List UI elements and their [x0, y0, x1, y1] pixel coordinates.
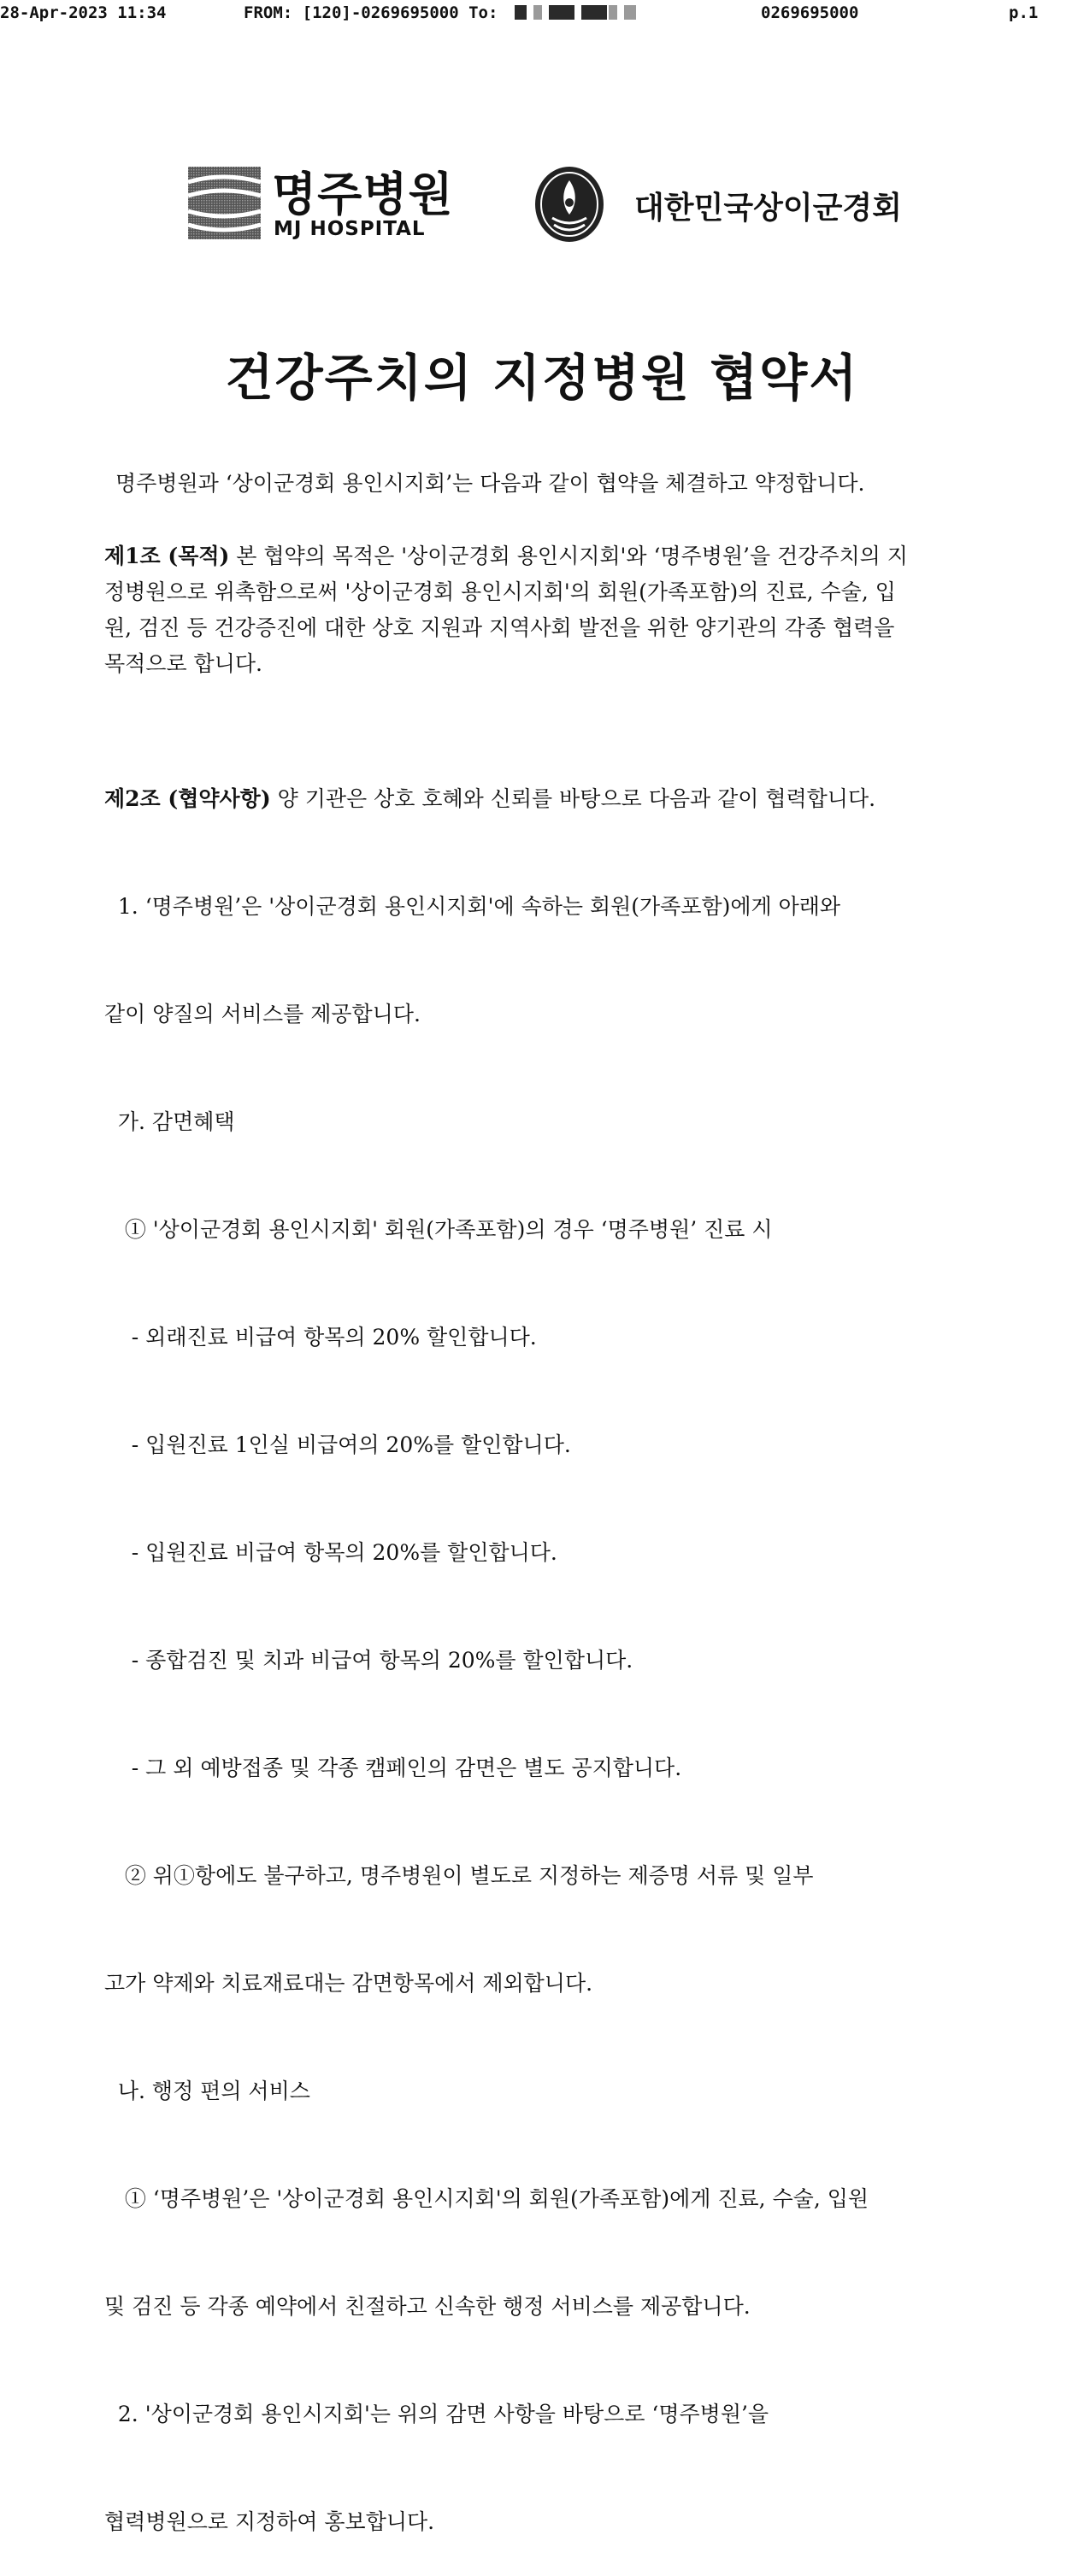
- association-name: 대한민국상이군경회: [634, 191, 902, 226]
- intro-paragraph: [115, 466, 953, 502]
- article-2-heading: 제2조 (협약사항): [104, 786, 271, 811]
- document-title: 건강주치의 지정병원 협약서: [225, 349, 859, 407]
- redacted-block: [515, 5, 527, 20]
- article-2-line: 협력병원으로 지정하여 홍보합니다.: [104, 2509, 435, 2534]
- article-2-line: ② 위①항에도 불구하고, 명주병원이 별도로 지정하는 제증명 서류 및 일부: [104, 1863, 814, 1888]
- redacted-block: [581, 5, 607, 20]
- redacted-block: [609, 5, 617, 20]
- article-1-text: 본 협약의 목적은 '상이군경회 용인시지회'와 ‘명주병원’을 건강주치의 지: [229, 544, 908, 568]
- mj-hospital-logo-icon: [188, 167, 261, 239]
- article-2-line: 같이 양질의 서비스를 제공합니다.: [104, 1002, 421, 1026]
- article-2-line: - 그 외 예방접종 및 각종 캠페인의 감면은 별도 공지합니다.: [104, 1756, 682, 1780]
- article-2-line: 및 검진 등 각종 예약에서 친절하고 신속한 행정 서비스를 제공합니다.: [104, 2294, 751, 2319]
- redacted-block: [533, 5, 542, 20]
- hospital-name: 명주병원: [272, 168, 454, 221]
- article-1-line: 원, 검진 등 건강증진에 대한 상호 지원과 지역사회 발전을 위한 양기관의 각종 협력을: [104, 615, 895, 640]
- redacted-block: [624, 5, 636, 20]
- redacted-block: [549, 5, 574, 20]
- article-2-line: ① '상이군경회 용인시지회' 회원(가족포함)의 경우 ‘명주병원’ 진료 시: [104, 1217, 773, 1242]
- fax-page: p.1: [1009, 3, 1039, 22]
- article-2-line: 2. '상이군경회 용인시지회'는 위의 감면 사항을 바탕으로 ‘명주병원’을: [104, 2402, 769, 2426]
- article-1-line: 목적으로 합니다.: [104, 651, 262, 676]
- intro-text: 명주병원과 ‘상이군경회 용인시지회’는 다음과 같이 협약을 체결하고 약정합니다.: [115, 471, 865, 496]
- article-2-line: [104, 781, 942, 817]
- fax-datetime: 28-Apr-2023 11:34: [0, 3, 167, 22]
- article-2-line: 나. 행정 편의 서비스: [104, 2079, 310, 2103]
- article-2-line: - 종합검진 및 치과 비급여 항목의 20%를 할인합니다.: [104, 1648, 633, 1673]
- fax-header: [0, 0, 1084, 26]
- article-2-line: ① ‘명주병원’은 '상이군경회 용인시지회'의 회원(가족포함)에게 진료, 수술, 입원: [104, 2186, 869, 2211]
- article-2-line: 1. ‘명주병원’은 '상이군경회 용인시지회'에 속하는 회원(가족포함)에게 아래와: [104, 894, 841, 919]
- logo-row: [0, 158, 1084, 252]
- article-1-heading: 제1조 (목적): [104, 544, 230, 568]
- article-2-line: - 외래진료 비급여 항목의 20% 할인합니다.: [104, 1325, 537, 1350]
- article-2-line: - 입원진료 1인실 비급여의 20%를 할인합니다.: [104, 1432, 571, 1457]
- article-2-line: 고가 약제와 치료재료대는 감면항목에서 제외합니다.: [104, 1971, 593, 1996]
- association-seal-icon: [533, 165, 605, 244]
- fax-from: FROM: [120]-0269695000 To:: [244, 3, 498, 22]
- hospital-english-name: MJ HOSPITAL: [274, 218, 426, 240]
- article-2: [104, 709, 942, 2576]
- article-1: [104, 538, 942, 682]
- article-2-text: 양 기관은 상호 호혜와 신뢰를 바탕으로 다음과 같이 협력합니다.: [270, 786, 876, 811]
- article-2-line: - 입원진료 비급여 항목의 20%를 할인합니다.: [104, 1540, 557, 1565]
- fax-number: 0269695000: [761, 3, 859, 22]
- article-1-line: 정병원으로 위촉함으로써 '상이군경회 용인시지회'의 회원(가족포함)의 진료, 수술, 입: [104, 579, 896, 604]
- article-2-line: 가. 감면혜택: [104, 1109, 235, 1134]
- article-1-line: [104, 538, 942, 574]
